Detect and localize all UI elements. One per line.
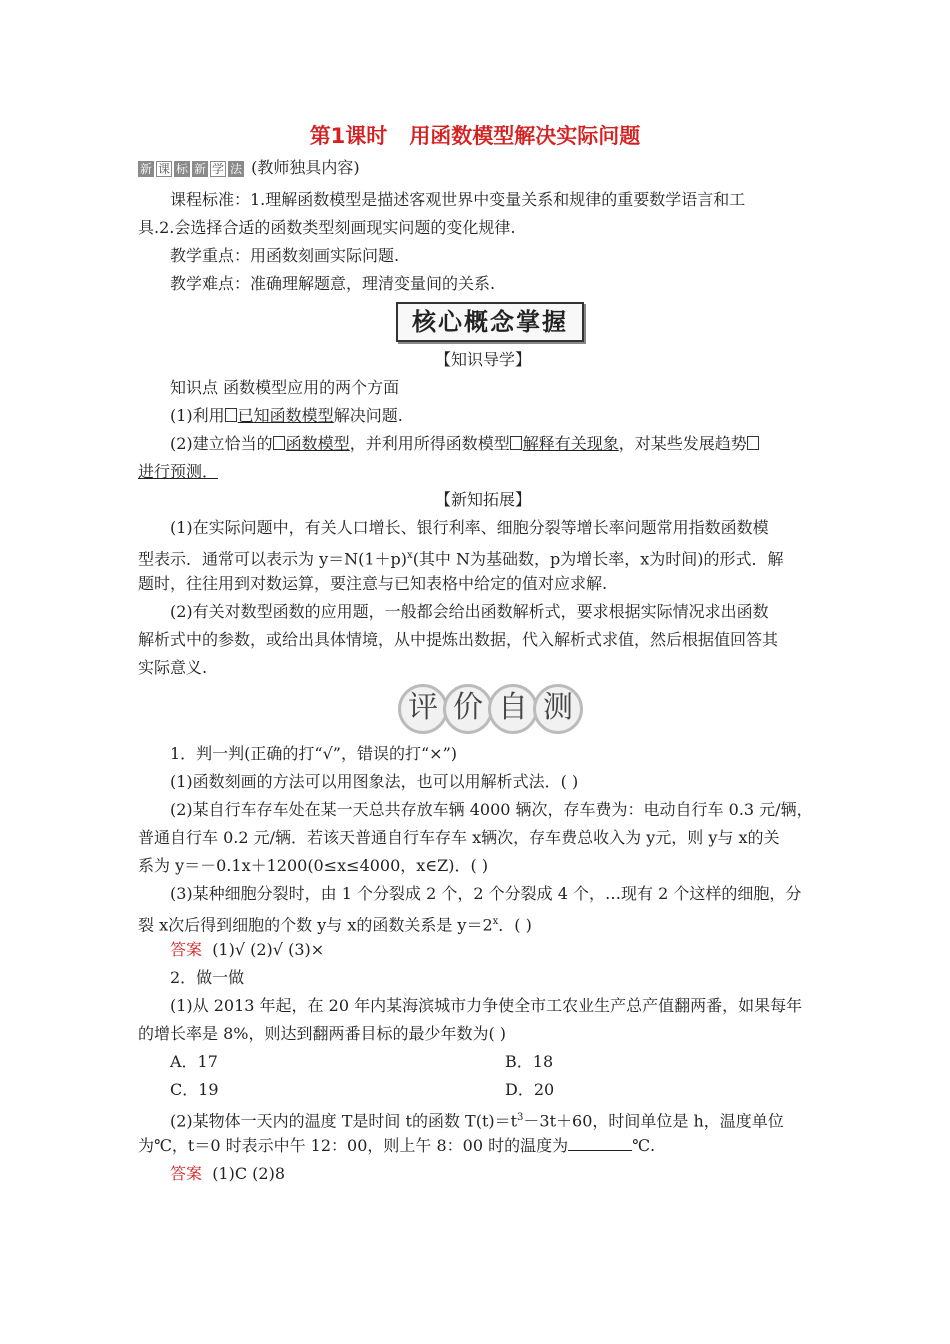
standard-line-1: 课程标准：1.理解函数模型是描述客观世界中变量关系和规律的重要数学语言和工 bbox=[170, 190, 746, 209]
knowledge-point-title: 知识点 函数模型应用的两个方面 bbox=[170, 378, 400, 397]
standard-line-2: 具.2.会选择合适的函数类型刻画现实问题的变化规律. bbox=[138, 218, 516, 237]
lesson-topic: 用函数模型解决实际问题 bbox=[409, 124, 641, 148]
expand-2-line-1: (2)有关对数型函数的应用题，一般都会给出函数解析式，要求根据实际情况求出函数 bbox=[170, 602, 769, 621]
lesson-title bbox=[0, 120, 950, 150]
q1-statement-1: (1)函数刻画的方法可以用图象法，也可以用解析式法．( ) bbox=[170, 772, 579, 791]
kp2-suffix: ，对某些发展趋势 bbox=[618, 434, 747, 453]
expand-1-line-1: (1)在实际问题中，有关人口增长、银行利率、细胞分裂等增长率问题常用指数函数模 bbox=[170, 518, 769, 537]
expand-1-exponent: x bbox=[407, 550, 413, 561]
teacher-note: (教师独具内容) bbox=[251, 158, 360, 177]
lesson-number: 第1课时 bbox=[309, 124, 388, 148]
q2-s2-unit: ℃. bbox=[632, 1136, 656, 1155]
option-b: B．18 bbox=[505, 1052, 554, 1071]
eval-char-3: 自 bbox=[488, 684, 538, 734]
q2-statement-1-line-2: 的增长率是 8%，则达到翻两番目标的最少年数为( ) bbox=[138, 1024, 507, 1043]
q2-statement-2-line-2 bbox=[138, 1136, 828, 1156]
kp2-answer-1 bbox=[273, 434, 350, 453]
badge-4: 新 bbox=[193, 161, 206, 176]
eval-char-1: 评 bbox=[398, 684, 448, 734]
expand-1-line-2 bbox=[138, 546, 828, 569]
kp2-answer-2 bbox=[510, 434, 619, 453]
kp1-prefix: (1)利用 bbox=[170, 406, 225, 425]
core-concept-title: 核心概念掌握 bbox=[412, 308, 568, 336]
badge-5: 学 bbox=[211, 161, 224, 176]
q1-answer-label: 答案 bbox=[170, 940, 203, 959]
teaching-focus: 教学重点：用函数刻画实际问题. bbox=[170, 246, 400, 265]
expand-2-line-3: 实际意义. bbox=[138, 658, 208, 677]
kp1-answer-text: 已知函数模型 bbox=[237, 406, 334, 425]
q1-statement-2-line-2: 普通自行车 0.2 元/辆．若该天普通自行车存车 x辆次，存车费总收入为 y元，则 y与 x的关 bbox=[138, 828, 780, 847]
q1-heading: 1．判一判(正确的打“√”，错误的打“×”) bbox=[170, 744, 457, 763]
badge-2: 课 bbox=[157, 161, 170, 176]
q2-s2-text: (2)某物体一天内的温度 T是时间 t的函数 T(t)＝t bbox=[170, 1111, 518, 1131]
q2-s2-units: －3t＋60，时间单位是 h，温度单位 bbox=[523, 1111, 784, 1131]
kp1-suffix: 解决问题. bbox=[333, 406, 403, 425]
kp2-middle: ，并利用所得函数模型 bbox=[349, 434, 510, 453]
kp2-answer-3-box bbox=[747, 434, 760, 453]
badge-6: 法 bbox=[229, 161, 242, 176]
blank-box-icon bbox=[510, 436, 522, 450]
kp2-answer-1-text: 函数模型 bbox=[285, 434, 350, 453]
kp1-answer bbox=[225, 406, 334, 425]
q1-s3-text: 裂 x次后得到细胞的个数 y与 x的函数关系是 y＝2 bbox=[138, 915, 493, 935]
q1-statement-3-line-1: (3)某种细胞分裂时，由 1 个分裂成 2 个，2 个分裂成 4 个，…现有 2 个这样的细胞，分 bbox=[170, 884, 802, 903]
q1-s3-bracket: ．( ) bbox=[498, 915, 532, 935]
q2-answer-label: 答案 bbox=[170, 1164, 203, 1183]
q1-statement-2-line-1: (2)某自行车存车处在某一天总共存放车辆 4000 辆次，存车费为：电动自行车 0.3 元/辆， bbox=[170, 800, 813, 819]
blank-box-icon bbox=[225, 408, 237, 422]
q1-answer-text: (1)√ (2)√ (3)× bbox=[212, 940, 325, 959]
expand-2-line-2: 解析式中的参数，或给出具体情境，从中提炼出数据，代入解析式求值，然后根据值回答其 bbox=[138, 630, 779, 649]
knowledge-point-2-cont bbox=[138, 462, 828, 482]
q2-s2-question: 为℃，t＝0 时表示中午 12：00，则上午 8：00 时的温度为 bbox=[138, 1136, 569, 1155]
knowledge-header: 【知识导学】 bbox=[434, 350, 531, 369]
badge-3: 标 bbox=[175, 161, 188, 176]
expand-1-line-3: 题时，往往用到对数运算，要注意与已知表格中给定的值对应求解. bbox=[138, 574, 608, 593]
teacher-note-row bbox=[138, 158, 828, 178]
blank-box-icon bbox=[747, 436, 759, 450]
q2-heading: 2．做一做 bbox=[170, 968, 245, 987]
expand-header: 【新知拓展】 bbox=[434, 490, 531, 509]
teaching-difficulty: 教学难点：准确理解题意，理清变量间的关系. bbox=[170, 274, 496, 293]
q2-s2-exponent: 3 bbox=[517, 1112, 524, 1123]
q1-statement-2-line-3: 系为 y＝－0.1x＋1200(0≤x≤4000，x∈Z)．( ) bbox=[138, 856, 489, 875]
q1-statement-3-line-2 bbox=[138, 912, 828, 935]
q1-answer bbox=[170, 940, 828, 960]
core-concept-header bbox=[396, 302, 584, 342]
q2-statement-1-line-1: (1)从 2013 年起，在 20 年内某海滨城市力争使全市工农业生产总产值翻两番，如果每年 bbox=[170, 996, 803, 1015]
option-a: A．17 bbox=[170, 1052, 218, 1071]
badge-1: 新 bbox=[139, 161, 152, 176]
eval-char-4: 测 bbox=[533, 684, 583, 734]
answer-blank bbox=[568, 1136, 632, 1151]
expand-1-formula: 型表示．通常可以表示为 y＝N(1＋p) bbox=[138, 549, 408, 569]
q2-answer-text: (1)C (2)8 bbox=[212, 1164, 286, 1183]
eval-char-2: 价 bbox=[443, 684, 493, 734]
kp2-answer-3-text: 进行预测． bbox=[138, 462, 219, 481]
q1-s3-exponent: x bbox=[492, 916, 499, 927]
kp2-prefix: (2)建立恰当的 bbox=[170, 434, 273, 453]
blank-box-icon bbox=[273, 436, 285, 450]
expand-1-desc: (其中 N为基础数，p为增长率，x为时间)的形式．解 bbox=[412, 549, 784, 569]
option-d: D．20 bbox=[505, 1080, 555, 1099]
q2-answer bbox=[170, 1164, 828, 1184]
knowledge-point-2 bbox=[170, 434, 828, 454]
option-c: C．19 bbox=[170, 1080, 219, 1099]
kp2-answer-2-text: 解释有关现象 bbox=[522, 434, 619, 453]
knowledge-point-1 bbox=[170, 406, 828, 426]
q2-statement-2-line-1 bbox=[170, 1108, 828, 1131]
